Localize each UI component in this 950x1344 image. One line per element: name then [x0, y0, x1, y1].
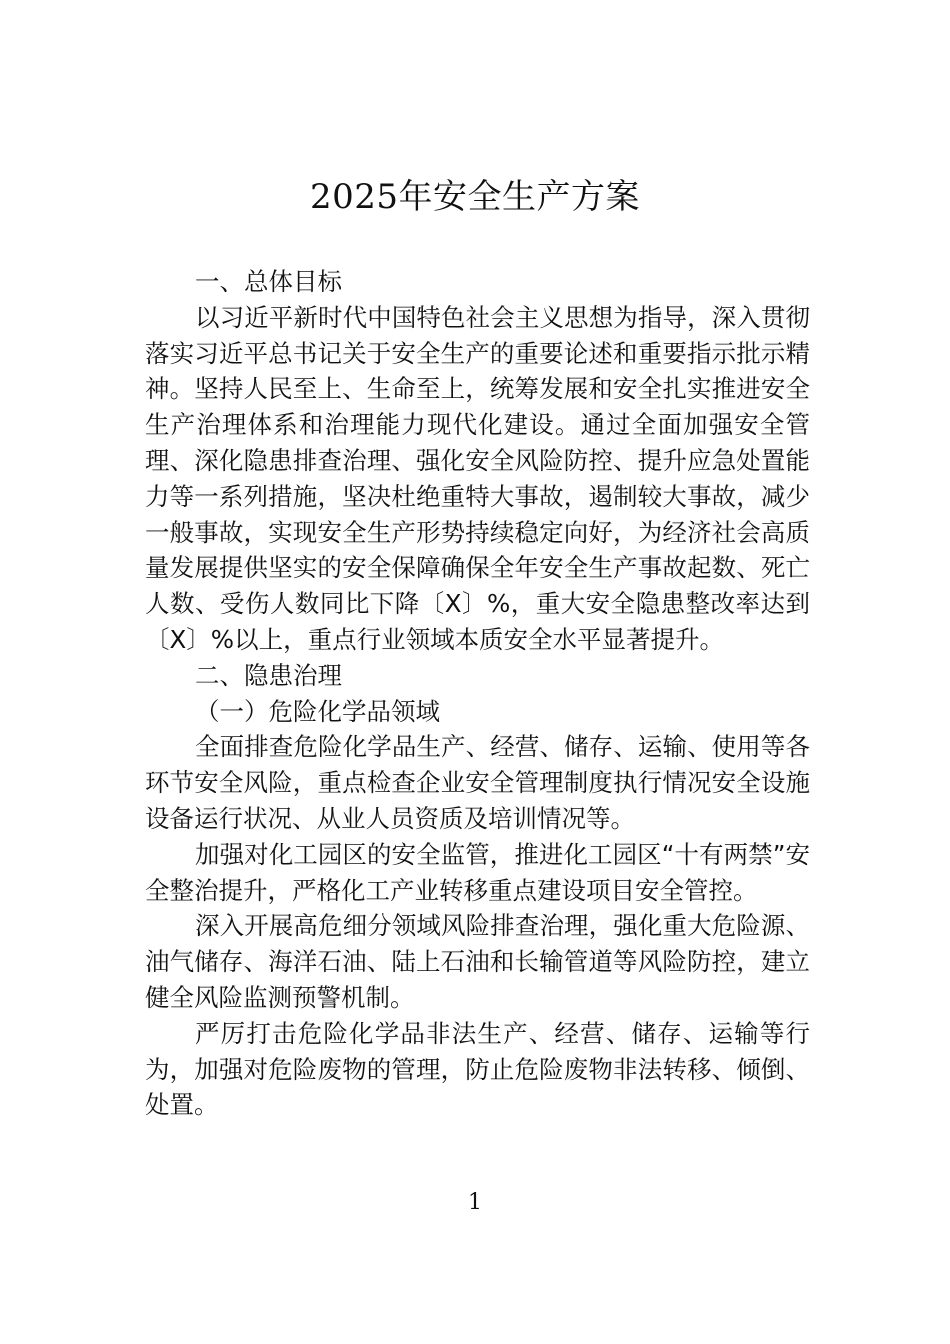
- paragraph-risk-inspection: 全面排查危险化学品生产、经营、储存、运输、使用等各环节安全风险，重点检查企业安全管理制度执行情况安全设施设备运行状况、从业人员资质及培训情况等。: [145, 732, 810, 833]
- section-heading-hazard-governance: 二、隐患治理: [195, 660, 342, 690]
- document-body: [145, 264, 810, 1123]
- page-number: 1: [468, 1190, 482, 1215]
- paragraph-overall-goal: 以习近平新时代中国特色社会主义思想为指导，深入贯彻落实习近平总书记关于安全生产的重要论述和重要指示批示精神。坚持人民至上、生命至上，统筹发展和安全扎实推进安全生产治理体系和治理能力现代化建设。通过全面加强安全管理、深化隐患排查治理、强化安全风险防控、提升应急处置能力等一系列措施，坚决杜绝重特大事故，遏制较大事故，减少一般事故，实现安全生产形势持续稳定向好，为经济社会高质量发展提供坚实的安全保障确保全年安全生产事故起数、死亡人数、受伤人数同比下降〔X〕%，重大安全隐患整改率达到〔X〕%以上，重点行业领域本质安全水平显著提升。: [145, 302, 810, 654]
- section-heading-overall-goal: 一、总体目标: [195, 267, 342, 296]
- paragraph-illegal-activity-crackdown: 严厉打击危险化学品非法生产、经营、储存、运输等行为，加强对危险废物的管理，防止危险废物非法转移、倾倒、处置。: [145, 1018, 810, 1120]
- subsection-heading-hazardous-chemicals: （一）危险化学品领域: [195, 696, 440, 726]
- document-title: 2025年安全生产方案: [309, 177, 641, 217]
- paragraph-high-risk-governance: 深入开展高危细分领域风险排查治理，强化重大危险源、油气储存、海洋石油、陆上石油和长输管道等风险防控，建立健全风险监测预警机制。: [145, 911, 810, 1012]
- paragraph-chemical-park-supervision: 加强对化工园区的安全监管，推进化工园区“十有两禁”安全整治提升，严格化工产业转移重点建设项目安全管控。: [145, 839, 810, 905]
